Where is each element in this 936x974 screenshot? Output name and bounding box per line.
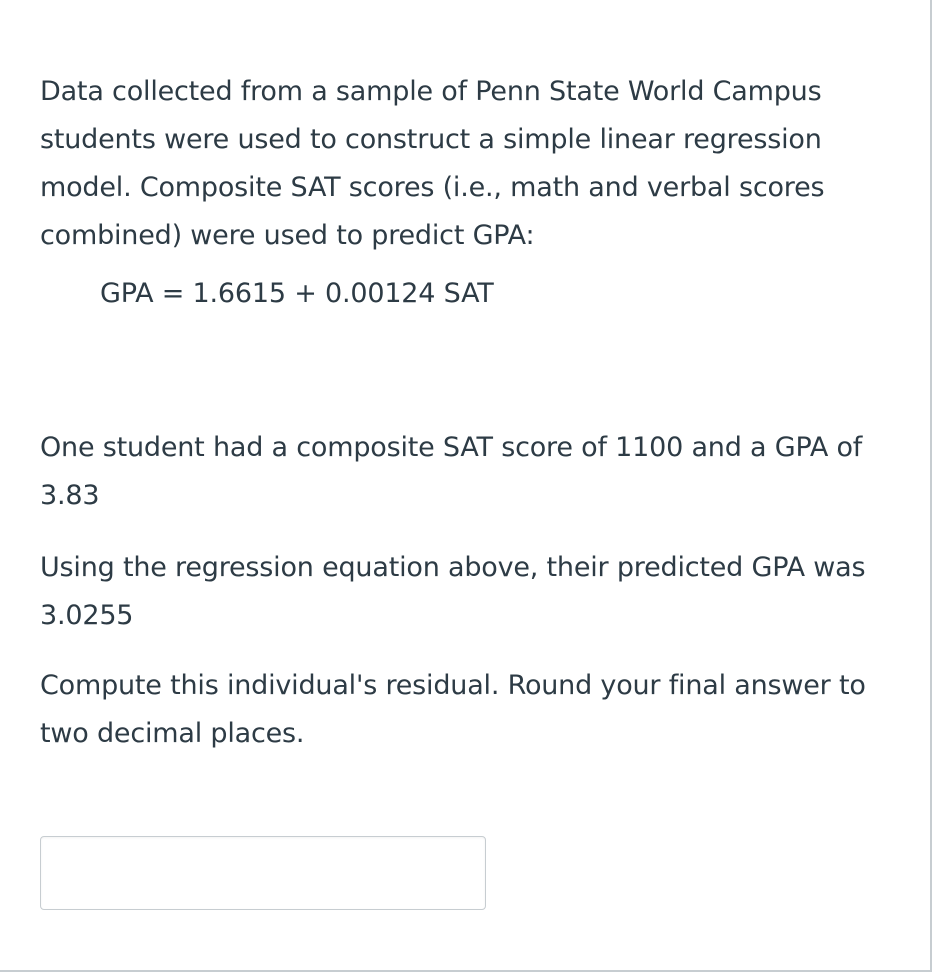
question-intro: Data collected from a sample of Penn State World Campus students were used to construct a simple linear regression model. Composite SAT scores (i.e., math and verbal scores combined) were used to predict GPA: xyxy=(40,76,825,251)
predicted-gpa-info: Using the regression equation above, their predicted GPA was 3.0255 xyxy=(40,552,866,631)
answer-input[interactable] xyxy=(40,836,486,910)
regression-equation: GPA = 1.6615 + 0.00124 SAT xyxy=(100,278,494,309)
question-instruction: Compute this individual's residual. Round your final answer to two decimal places. xyxy=(40,670,866,749)
student-info: One student had a composite SAT score of 1100 and a GPA of 3.83 xyxy=(40,432,863,511)
question-text xyxy=(40,68,890,758)
